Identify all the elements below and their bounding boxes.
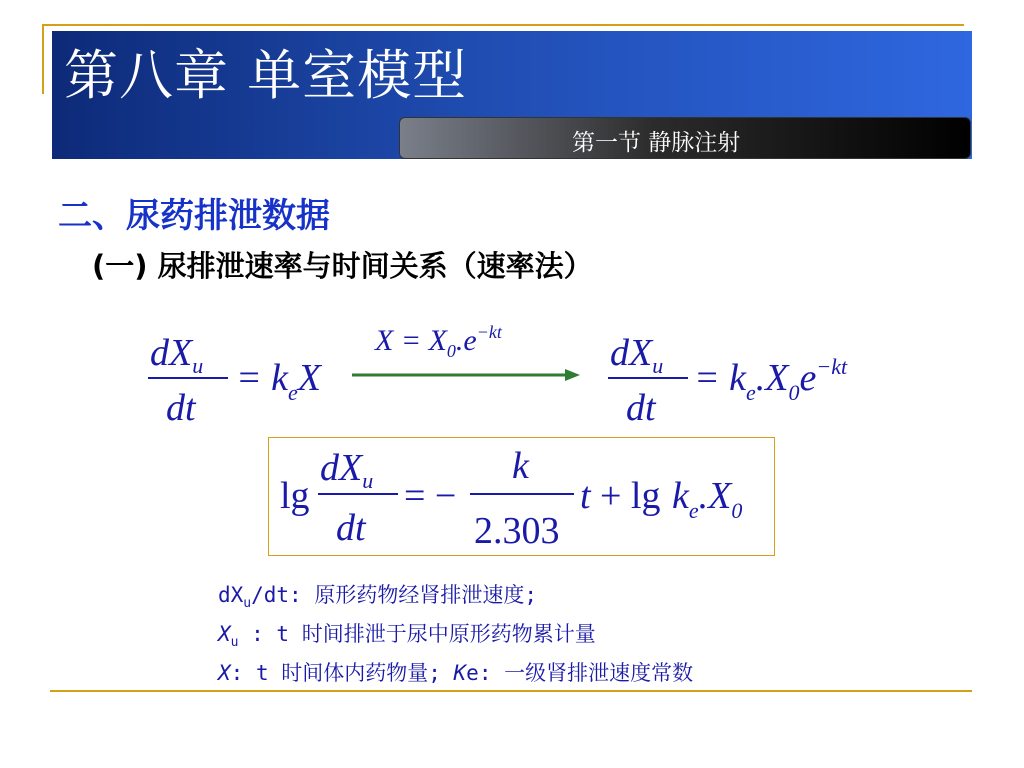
slide-subtitle: 第一节 静脉注射	[572, 130, 741, 156]
eq1-denominator: dt	[166, 387, 196, 429]
equation-2	[608, 332, 848, 429]
formula-box-border	[268, 437, 775, 556]
eq2-rhs: = $k_e.X_0e^{-kt}$	[694, 354, 848, 405]
boxed-lg-1: lg	[280, 475, 310, 517]
subsection-number: (一)	[92, 249, 148, 283]
definition-line-2: $X_u$ : t 时间排泄于尿中原形药物累计量	[218, 622, 596, 651]
bottom-rule	[50, 690, 972, 692]
eq2-denominator: dt	[626, 387, 656, 429]
boxed-2303: 2.303	[474, 510, 560, 552]
slide-title: 第八章 单室模型	[64, 44, 468, 107]
eq2-numerator: $dX_u$	[610, 332, 664, 378]
transform-arrow	[352, 322, 580, 381]
equation-1	[148, 332, 323, 429]
arrow-head-icon	[565, 369, 580, 381]
definition-line-1: $dX_u/dt$: 原形药物经肾排泄速度;	[218, 583, 537, 612]
boxed-plus-lg: + lg	[600, 475, 661, 517]
boxed-ke: $k_e.X_0$	[672, 475, 743, 523]
boxed-t: t	[580, 475, 591, 517]
definition-line-3: X: t 时间体内药物量; Ke: 一级肾排泄速度常数	[218, 661, 694, 686]
boxed-equals: = −	[404, 475, 457, 517]
section-heading: 二、尿药排泄数据	[58, 196, 330, 236]
boxed-denominator: dt	[336, 507, 366, 549]
definitions	[218, 580, 693, 689]
eq1-rhs: = $k_eX$	[236, 357, 321, 405]
eq1-numerator: $dX_u$	[150, 332, 204, 378]
boxed-numerator: $dX_u$	[320, 447, 374, 493]
subsection-text: 尿排泄速率与时间关系（速率法）	[147, 249, 593, 283]
arrow-label: $X = X_0.e^{-kt}$	[375, 322, 502, 361]
boxed-k: k	[512, 445, 529, 487]
